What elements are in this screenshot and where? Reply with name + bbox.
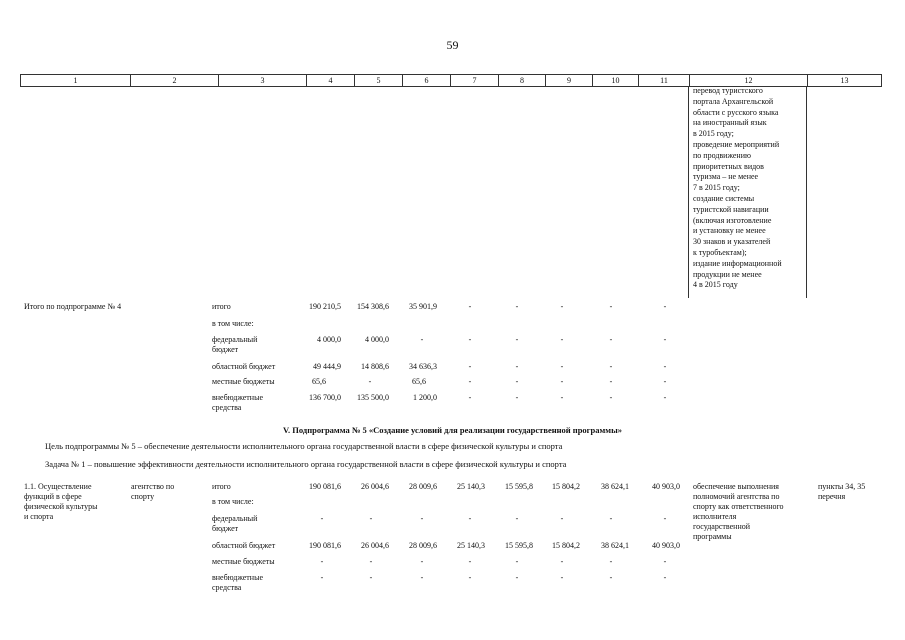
table-cell: - [609,557,613,566]
table-cell: 35 901,9 [409,302,437,311]
header-col-3: 3 [218,75,306,86]
table-cell: - [663,377,667,386]
header-col-8: 8 [498,75,545,86]
table-cell: 26 004,6 [361,541,389,550]
header-col-9: 9 [545,75,592,86]
table-cell: 15 595,8 [505,482,533,491]
header-col-6: 6 [402,75,450,86]
table-cell: - [560,302,564,311]
table-cell: - [515,362,519,371]
table-cell: - [468,362,472,371]
measure-result: обеспечение выполнения полномочий агентства по спорту как ответственного исполнителя государственной программы [693,482,784,541]
table-cell: - [663,335,667,344]
measure-source-federal: федеральный бюджет [212,514,258,533]
table-cell: 136 700,0 [309,393,341,402]
table-cell: 40 903,0 [652,482,680,491]
table-cell: 25 140,3 [457,482,485,491]
table-cell: - [320,514,324,523]
table-cell: - [609,573,613,582]
table-cell: - [468,302,472,311]
table-cell: - [515,335,519,344]
total4-source-regional: областной бюджет [212,362,276,371]
table-cell: 28 009,6 [409,482,437,491]
table-cell: 38 624,1 [601,541,629,550]
table-cell: 15 804,2 [552,541,580,550]
total4-source-extrabudget: внебюджетные средства [212,393,263,412]
header-col-13: 13 [807,75,881,86]
table-cell: - [420,514,424,523]
table-cell: - [663,573,667,582]
table-cell: - [368,377,372,386]
header-col-12: 12 [689,75,807,86]
table-cell: - [609,377,613,386]
table-cell: - [560,557,564,566]
table-cell: - [609,335,613,344]
table-cell: - [468,573,472,582]
measure-ref: пункты 34, 35 перечня [818,482,866,501]
table-cell: - [468,377,472,386]
table-cell: 25 140,3 [457,541,485,550]
table-cell: - [515,573,519,582]
table-cell: 26 004,6 [361,482,389,491]
table-cell: - [468,514,472,523]
table-cell: 34 636,3 [409,362,437,371]
table-cell: - [420,335,424,344]
table-cell: 49 444,9 [313,362,341,371]
header-col-5: 5 [354,75,402,86]
table-cell: - [560,335,564,344]
table-cell: 15 804,2 [552,482,580,491]
table-cell: - [663,514,667,523]
table-cell: 14 808,6 [361,362,389,371]
col12-continued-text: перевод туристского портала Архангельской области с русского языка на иностранный язык в 2015 году; проведение мероприятий по продвижению приоритетных видов туризма – не менее 7 в 2015 году; создание системы туристской навигации (включая изготовление и установку не менее 30 знаков и указателей к туробъектам); издание информационной продукции не менее 4 в 2015 году [693,86,782,290]
table-cell: - [663,393,667,402]
total4-source-total: итого [212,302,231,311]
table-cell: - [468,335,472,344]
table-cell: - [609,362,613,371]
table-cell: - [515,557,519,566]
table-cell: - [468,557,472,566]
table-cell: 65,6 [412,377,426,386]
table-cell: - [515,514,519,523]
subprogram-5-goal: Цель подпрограммы № 5 – обеспечение деятельности исполнительного органа государственной власти в сфере физической культуры и спорта [45,441,563,451]
header-col-4: 4 [306,75,354,86]
table-cell: - [609,514,613,523]
page-number: 59 [446,38,459,52]
measure-source-total: итого [212,482,231,491]
table-cell: - [420,557,424,566]
measure-name: 1.1. Осуществление функций в сфере физической культуры и спорта [24,482,98,521]
table-cell: - [560,514,564,523]
table-cell: - [560,377,564,386]
table-cell: 154 308,6 [357,302,389,311]
table-cell: 135 500,0 [357,393,389,402]
header-col-1: 1 [73,76,78,85]
table-cell: - [515,377,519,386]
measure-executor: агентство по спорту [131,482,175,501]
header-col-2: 2 [130,75,218,86]
header-col-10: 10 [592,75,638,86]
table-cell: - [369,557,373,566]
table-cell: - [420,573,424,582]
table-cell: 28 009,6 [409,541,437,550]
header-col-11: 11 [638,75,689,86]
table-cell: - [663,302,667,311]
total4-label: Итого по подпрограмме № 4 [24,302,122,311]
table-cell: - [369,514,373,523]
measure-source-local: местные бюджеты [212,557,275,566]
table-cell: - [609,302,613,311]
table-cell: - [320,573,324,582]
table-cell: 40 903,0 [652,541,680,550]
table-cell: - [560,573,564,582]
table-cell: - [663,362,667,371]
table-cell: - [468,393,472,402]
table-cell: 15 595,8 [505,541,533,550]
subprogram-5-task: Задача № 1 – повышение эффективности деятельности исполнительного органа государственной власти в сфере физической культуры и спорта [45,459,567,469]
table-cell: 190 210,5 [309,302,341,311]
table-cell: - [515,393,519,402]
measure-source-regional: областной бюджет [212,541,276,550]
table-cell: 4 000,0 [317,335,341,344]
total4-source-local: местные бюджеты [212,377,275,386]
table-cell: 190 081,6 [309,482,341,491]
col12-left-border [688,86,689,298]
table-cell: - [560,362,564,371]
table-cell: 38 624,1 [601,482,629,491]
table-cell: 1 200,0 [413,393,437,402]
table-cell: - [515,302,519,311]
table-cell: 4 000,0 [365,335,389,344]
table-cell: - [320,557,324,566]
header-col-7: 7 [450,75,498,86]
table-cell: - [560,393,564,402]
measure-source-extrabudget: внебюджетные средства [212,573,263,592]
measure-source-incl: в том числе: [212,497,254,506]
table-cell: 65,6 [312,377,326,386]
subprogram-5-title: V. Подпрограмма № 5 «Создание условий для реализации государственной программы» [283,425,622,435]
table-cell: - [663,557,667,566]
total4-source-federal: федеральный бюджет [212,335,258,354]
table-cell: - [609,393,613,402]
table-cell: 190 081,6 [309,541,341,550]
total4-source-incl: в том числе: [212,319,254,328]
table-cell: - [369,573,373,582]
